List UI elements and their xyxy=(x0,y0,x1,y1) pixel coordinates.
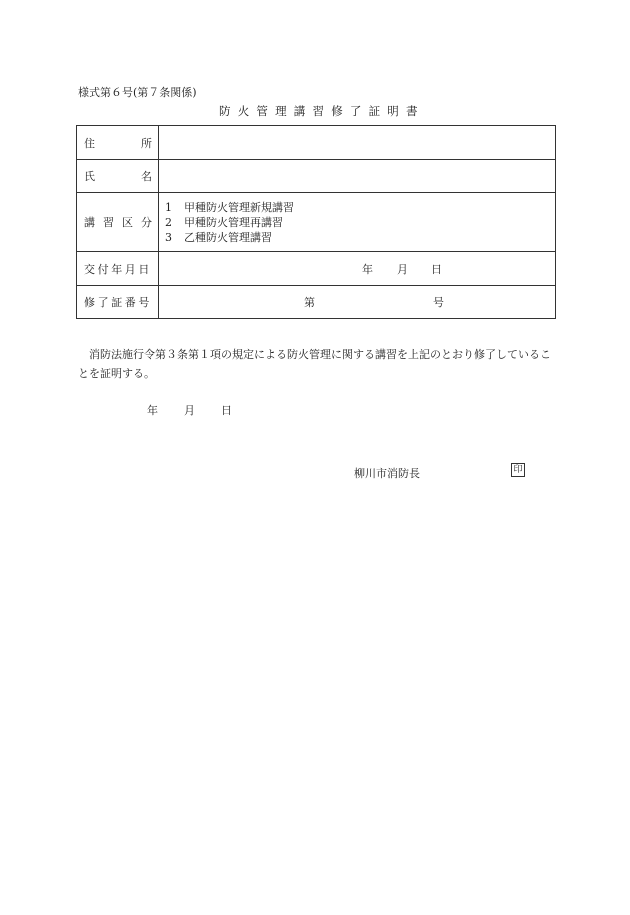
address-label: 住 所 xyxy=(77,126,159,160)
statement-date-month: 月 xyxy=(184,404,195,417)
category-label: 講 習 区 分 xyxy=(77,193,159,252)
table-row-category xyxy=(77,193,556,252)
category-option-new[interactable]: 1 甲種防火管理新規講習 xyxy=(165,200,294,214)
address-field[interactable] xyxy=(159,126,556,160)
form-number: 様式第６号(第７条関係) xyxy=(78,86,197,99)
seal-mark: 印 xyxy=(511,463,525,477)
category-option-otsu[interactable]: 3 乙種防火管理講習 xyxy=(165,230,272,244)
cert-number-prefix: 第 xyxy=(304,296,315,309)
issue-date-day: 日 xyxy=(431,262,442,276)
cert-number-label: 修了証番号 xyxy=(77,286,159,319)
name-label: 氏 名 xyxy=(77,160,159,193)
cert-number-field[interactable] xyxy=(159,286,556,319)
document-title: 防火管理講習修了証明書 xyxy=(219,104,425,118)
table-row-name xyxy=(77,160,556,193)
cert-number-suffix: 号 xyxy=(433,296,444,309)
signer-title: 柳川市消防長 xyxy=(354,467,420,480)
certificate-table xyxy=(76,125,556,319)
statement-date-day: 日 xyxy=(221,404,232,417)
table-row-cert-number xyxy=(77,286,556,319)
statement-date-year: 年 xyxy=(147,404,158,417)
issue-date-label: 交付年月日 xyxy=(77,252,159,286)
certification-statement: 消防法施行令第３条第１項の規定による防火管理に関する講習を上記のとおり修了していることを証明する。 xyxy=(78,348,551,380)
issue-date-field[interactable] xyxy=(159,252,556,286)
issue-date-month: 月 xyxy=(397,262,408,276)
name-field[interactable] xyxy=(159,160,556,193)
category-options xyxy=(159,193,556,252)
table-row-issue-date xyxy=(77,252,556,286)
table-row-address xyxy=(77,126,556,160)
issue-date-year: 年 xyxy=(362,262,373,276)
category-option-renewal[interactable]: 2 甲種防火管理再講習 xyxy=(165,215,283,229)
